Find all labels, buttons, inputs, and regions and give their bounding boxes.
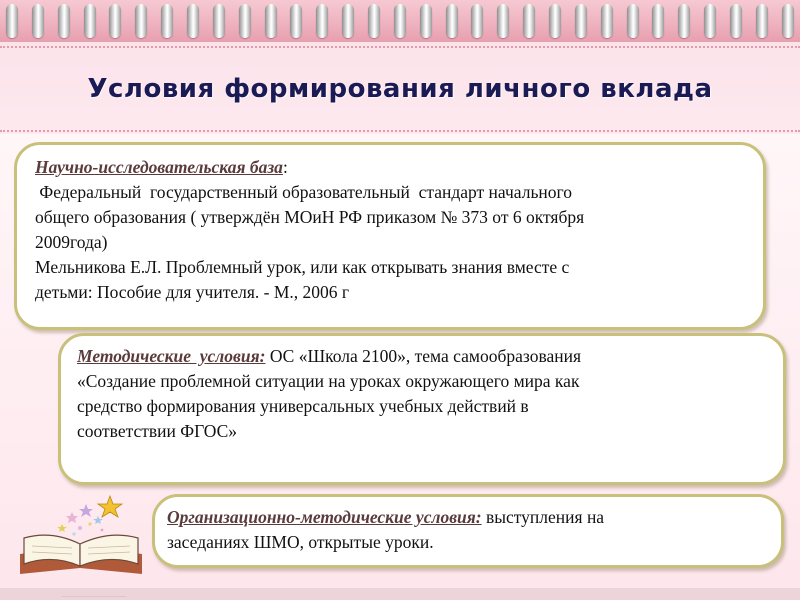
card-heading-line bbox=[77, 344, 767, 369]
binding-ring-icon bbox=[420, 4, 432, 38]
binding-ring-icon bbox=[756, 4, 768, 38]
binding-ring-icon bbox=[678, 4, 690, 38]
sparkle-dot bbox=[72, 532, 75, 535]
card-text-inline: ОС «Школа 2100», тема самообразования bbox=[265, 346, 582, 366]
binding-ring-icon bbox=[342, 4, 354, 38]
binding-ring-icon bbox=[58, 4, 70, 38]
binding-ring-icon bbox=[601, 4, 613, 38]
binding-ring-icon bbox=[135, 4, 147, 38]
sparkle-dot bbox=[88, 522, 91, 525]
binding-ring-icon bbox=[446, 4, 458, 38]
binding-ring-icon bbox=[523, 4, 535, 38]
star-icon bbox=[98, 496, 122, 517]
binding-ring-icon bbox=[497, 4, 509, 38]
card-heading-line bbox=[35, 155, 747, 180]
binding-ring-icon bbox=[704, 4, 716, 38]
open-book-with-stars-icon bbox=[14, 494, 154, 584]
card-text-line: 2009года) bbox=[35, 232, 108, 252]
binding-ring-icon bbox=[161, 4, 173, 38]
binding-ring-icon bbox=[316, 4, 328, 38]
card-text-line: соответствии ФГОС» bbox=[77, 421, 238, 441]
card-text-line: «Создание проблемной ситуации на уроках окружающего мира как bbox=[77, 371, 580, 391]
slide-title: Условия формирования личного вклада bbox=[87, 74, 713, 104]
research-base-label: Научно-исследовательская база bbox=[35, 157, 283, 177]
binding-ring-icon bbox=[394, 4, 406, 38]
binding-ring-icon bbox=[32, 4, 44, 38]
binding-ring-icon bbox=[265, 4, 277, 38]
methodical-conditions-card bbox=[58, 333, 786, 485]
binding-ring-icon bbox=[782, 4, 794, 38]
organizational-conditions-label: Организационно-методические условия: bbox=[167, 507, 482, 527]
card-text-line: Федеральный государственный образовательный стандарт начального bbox=[35, 182, 573, 202]
card-text-line: детьми: Пособие для учителя. - М., 2006 г bbox=[35, 282, 350, 302]
card-heading-line bbox=[167, 505, 767, 530]
binding-ring-icon bbox=[239, 4, 251, 38]
binding-ring-icon bbox=[627, 4, 639, 38]
dotted-divider bbox=[0, 46, 800, 48]
footer-caption: ________________ bbox=[62, 588, 126, 597]
star-icon bbox=[57, 524, 67, 532]
binding-ring-icon bbox=[290, 4, 302, 38]
binding-ring-icon bbox=[109, 4, 121, 38]
card-text-line: заседаниях ШМО, открытые уроки. bbox=[167, 532, 434, 552]
binding-ring-icon bbox=[187, 4, 199, 38]
card-text-inline: выступления на bbox=[481, 507, 605, 527]
organizational-conditions-card bbox=[152, 494, 784, 568]
spiral-binding bbox=[0, 4, 800, 40]
star-icon bbox=[79, 504, 93, 517]
binding-ring-icon bbox=[6, 4, 18, 38]
research-base-card bbox=[14, 142, 766, 330]
binding-ring-icon bbox=[652, 4, 664, 38]
binding-ring-icon bbox=[368, 4, 380, 38]
card-text-line: общего образования ( утверждён МОиН РФ приказом № 373 от 6 октября bbox=[35, 207, 585, 227]
label-colon: : bbox=[282, 157, 288, 177]
binding-ring-icon bbox=[471, 4, 483, 38]
binding-ring-icon bbox=[730, 4, 742, 38]
card-text-line: средство формирования универсальных учебных действий в bbox=[77, 396, 529, 416]
binding-ring-icon bbox=[213, 4, 225, 38]
sparkle-dot bbox=[78, 526, 82, 530]
card-text-line: Мельникова Е.Л. Проблемный урок, или как открывать знания вместе с bbox=[35, 257, 570, 277]
dotted-divider bbox=[0, 130, 800, 132]
star-icon bbox=[66, 512, 78, 523]
binding-ring-icon bbox=[84, 4, 96, 38]
binding-ring-icon bbox=[575, 4, 587, 38]
sparkle-dot bbox=[101, 529, 104, 532]
binding-ring-icon bbox=[549, 4, 561, 38]
methodical-conditions-label: Методические условия: bbox=[77, 346, 266, 366]
